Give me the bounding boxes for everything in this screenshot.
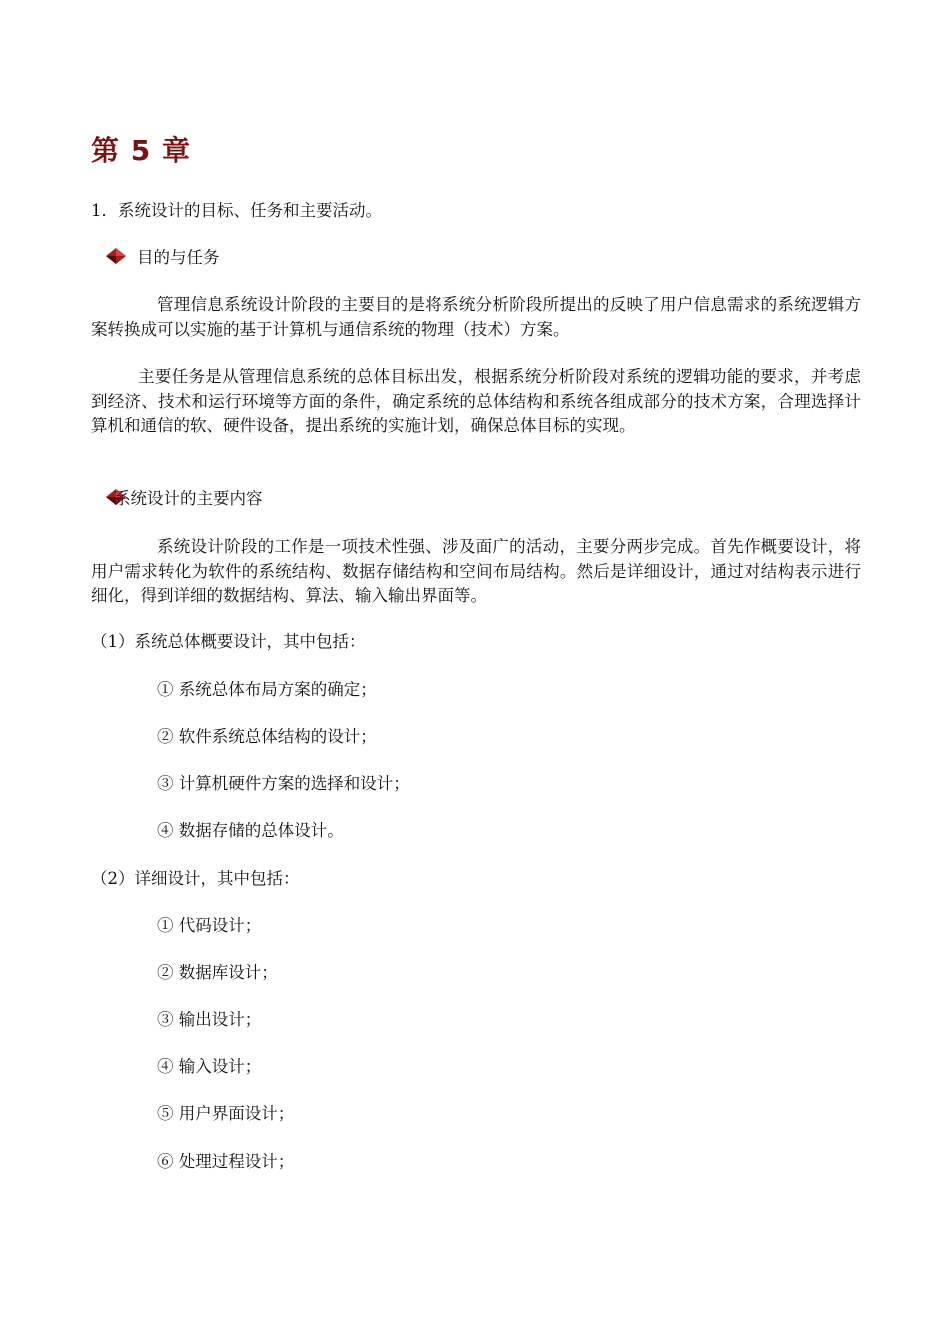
list-item: ① 代码设计； <box>157 916 262 935</box>
list-item: ⑤ 用户界面设计； <box>157 1104 295 1123</box>
list-item: ④ 数据存储的总体设计。 <box>157 821 344 840</box>
paragraph-tasks: 主要任务是从管理信息系统的总体目标出发，根据系统分析阶段对系统的逻辑功能的要求，并考虑到经济、技术和运行环境等方面的条件，确定系统的总体结构和系统各组成部分的技术方案，合理选择计算机和通信的软、硬件设备，提出系统的实施计划，确保总体目标的实现。 <box>91 367 861 435</box>
paragraph-purpose: 管理信息系统设计阶段的主要目的是将系统分析阶段所提出的反映了用户信息需求的系统逻辑方案转换成可以实施的基于计算机与通信系统的物理（技术）方案。 <box>91 295 861 339</box>
overview-design-label: （1）系统总体概要设计，其中包括： <box>91 632 366 651</box>
section-heading-content: 系统设计的主要内容 <box>114 489 263 508</box>
list-item: ① 系统总体布局方案的确定； <box>157 680 377 699</box>
list-item: ④ 输入设计； <box>157 1057 262 1076</box>
list-item: ⑥ 处理过程设计； <box>157 1152 295 1171</box>
list-item: ② 数据库设计； <box>157 963 278 982</box>
paragraph-content: 系统设计阶段的工作是一项技术性强、涉及面广的活动，主要分两步完成。首先作概要设计，将用户需求转化为软件的系统结构、数据存储结构和空间布局结构。然后是详细设计，通过对结构表示进行细化，得到详细的数据结构、算法、输入输出界面等。 <box>91 537 861 605</box>
chapter-title: 第 5 章 <box>91 134 191 167</box>
list-item: ② 软件系统总体结构的设计； <box>157 727 377 746</box>
question-heading: 1．系统设计的目标、任务和主要活动。 <box>91 201 382 220</box>
list-item: ③ 计算机硬件方案的选择和设计； <box>157 774 410 793</box>
detailed-design-label: （2）详细设计，其中包括： <box>91 869 300 888</box>
diamond-arrow-icon <box>106 248 126 264</box>
section-heading-purpose: 目的与任务 <box>137 248 220 267</box>
list-item: ③ 输出设计； <box>157 1010 262 1029</box>
